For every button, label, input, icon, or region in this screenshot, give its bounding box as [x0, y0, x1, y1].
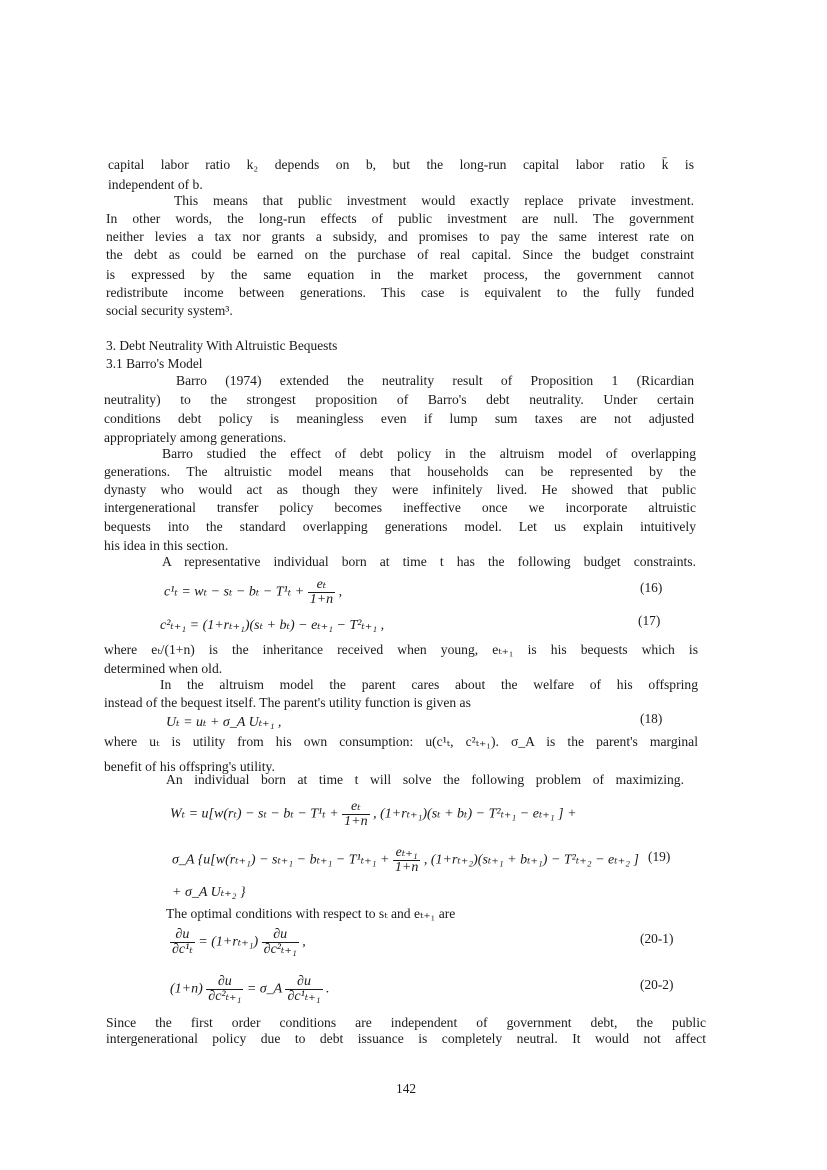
- text-line: generations. The altruistic model means that households can be represented by the: [104, 464, 696, 479]
- text-line: is expressed by the same equation in the market process, the government cannot: [106, 267, 694, 282]
- fraction-denominator: ∂c¹ₜ: [172, 942, 193, 957]
- text-line: This means that public investment would exactly replace private investment.: [174, 193, 694, 208]
- text-line: Barro (1974) extended the neutrality result of Proposition 1 (Ricardian: [176, 373, 694, 388]
- fraction-numerator: ∂u: [170, 928, 195, 943]
- equation-number: (16): [640, 580, 663, 595]
- text-line: In other words, the long-run effects of public investment are null. The government: [106, 211, 694, 226]
- equation-tail: .: [326, 981, 330, 997]
- equation-19-line-2: [172, 846, 639, 875]
- text-line: In the altruism model the parent cares about the welfare of his offspring: [160, 677, 698, 692]
- equation-17: c²ₜ₊₁ = (1+rₜ₊₁)(sₜ + bₜ) − eₜ₊₁ − T²ₜ₊₁ ,: [160, 618, 385, 633]
- text-line: where eₜ/(1+n) is the inheritance received when young, eₜ₊₁ is his bequests which is: [104, 642, 698, 657]
- text-line: the debt as could be earned on the purchase of real capital. Since the budget constraint: [106, 247, 694, 262]
- text-line: instead of the bequest itself. The parent's utility function is given as: [104, 695, 471, 710]
- equation-tail: ,: [302, 934, 306, 950]
- equation-18: Uₜ = uₜ + σ_A Uₜ₊₁ ,: [166, 715, 282, 730]
- text-line: intergenerational policy due to debt issuance is completely neutral. It would not affect: [106, 1031, 706, 1046]
- equation-number: (19): [648, 849, 671, 864]
- equation-part: σ_A {u[w(rₜ₊₁) − sₜ₊₁ − bₜ₊₁ − T¹ₜ₊₁ +: [172, 852, 390, 868]
- text-line: benefit of his offspring's utility.: [104, 759, 275, 774]
- text-line: intergenerational transfer policy becomes ineffective once we incorporate altruistic: [104, 500, 696, 515]
- fraction: [170, 928, 195, 957]
- equation-19-line-1: [170, 800, 577, 829]
- equation-part: , (1+rₜ₊₂)(sₜ₊₁ + bₜ₊₁) − T²ₜ₊₂ − eₜ₊₂ ]: [423, 852, 639, 868]
- text-line: appropriately among generations.: [104, 430, 287, 445]
- fraction-denominator: 1+n: [309, 592, 334, 607]
- equation-16: [164, 578, 342, 607]
- fraction-denominator: 1+n: [344, 814, 368, 829]
- fraction-denominator: 1+n: [394, 860, 419, 875]
- equation-number: (20-1): [640, 931, 674, 946]
- fraction-numerator: ∂u: [285, 975, 322, 990]
- text-line: An individual born at time t will solve the following problem of maximizing.: [166, 772, 684, 787]
- fraction-numerator: eₜ: [308, 578, 335, 593]
- equation-number: (20-2): [640, 977, 674, 992]
- equation-20-1: [170, 928, 306, 957]
- text-line: Barro studied the effect of debt policy in the altruism model of overlapping: [162, 446, 696, 461]
- text-line: dynasty who would act as though they were infinitely lived. He showed that public: [104, 482, 696, 497]
- section-heading: 3. Debt Neutrality With Altruistic Bequests: [106, 338, 338, 353]
- equation-number: (18): [640, 711, 663, 726]
- fraction-numerator: eₜ₊₁: [393, 846, 420, 861]
- fraction-denominator: ∂c²ₜ₊₁: [208, 989, 242, 1004]
- text-line: where uₜ is utility from his own consumption: u(c¹ₜ, c²ₜ₊₁). σ_A is the parent's marginal: [104, 734, 698, 749]
- text-line: his idea in this section.: [104, 538, 229, 553]
- equation-part: (1+n): [170, 981, 203, 997]
- text-line: redistribute income between generations. This case is equivalent to the fully funded: [106, 285, 694, 300]
- equation-tail: ,: [338, 584, 343, 600]
- fraction-numerator: eₜ: [342, 800, 369, 815]
- fraction: [342, 800, 369, 829]
- equation-19-line-3: + σ_A Uₜ₊₂ }: [172, 885, 246, 900]
- fraction: [206, 975, 243, 1004]
- fraction-numerator: ∂u: [262, 928, 299, 943]
- fraction: [308, 578, 335, 607]
- fraction: [262, 928, 299, 957]
- equation-number: (17): [638, 613, 661, 628]
- fraction-denominator: ∂c²ₜ₊₁: [263, 942, 297, 957]
- equation-part: Wₜ = u[w(rₜ) − sₜ − bₜ − T¹ₜ +: [170, 806, 339, 822]
- equation-20-2: [170, 975, 330, 1004]
- text-line: conditions debt policy is meaningless even if lump sum taxes are not adjusted: [104, 411, 694, 426]
- equation-part: = (1+rₜ₊₁): [198, 934, 259, 950]
- fraction-denominator: ∂c¹ₜ₊₁: [287, 989, 321, 1004]
- text-line: neutrality) to the strongest proposition of Barro's debt neutrality. Under certain: [104, 392, 694, 407]
- text-line: Since the first order conditions are independent of government debt, the public: [106, 1015, 706, 1030]
- text-line: independent of b.: [108, 177, 203, 192]
- subsection-heading: 3.1 Barro's Model: [106, 356, 203, 371]
- fraction: [285, 975, 322, 1004]
- equation-lhs: c¹ₜ = wₜ − sₜ − bₜ − T¹ₜ +: [164, 584, 305, 600]
- text-line: bequests into the standard overlapping generations model. Let us explain intuitively: [104, 519, 696, 534]
- text-line: neither levies a tax nor grants a subsidy, and promises to pay the same interest rate on: [106, 229, 694, 244]
- equation-part: = σ_A: [246, 981, 282, 997]
- text-line: The optimal conditions with respect to sₜ and eₜ₊₁ are: [166, 906, 456, 921]
- text-line: social security system³.: [106, 303, 233, 318]
- equation-part: , (1+rₜ₊₁)(sₜ + bₜ) − T²ₜ₊₁ − eₜ₊₁ ] +: [373, 806, 577, 822]
- page-number: 142: [396, 1081, 417, 1096]
- fraction-numerator: ∂u: [206, 975, 243, 990]
- text-line: A representative individual born at time t has the following budget constraints.: [162, 554, 696, 569]
- text-line: capital labor ratio k₂ depends on b, but the long-run capital labor ratio k̄ is: [108, 157, 694, 172]
- text-line: determined when old.: [104, 661, 223, 676]
- fraction: [393, 846, 420, 875]
